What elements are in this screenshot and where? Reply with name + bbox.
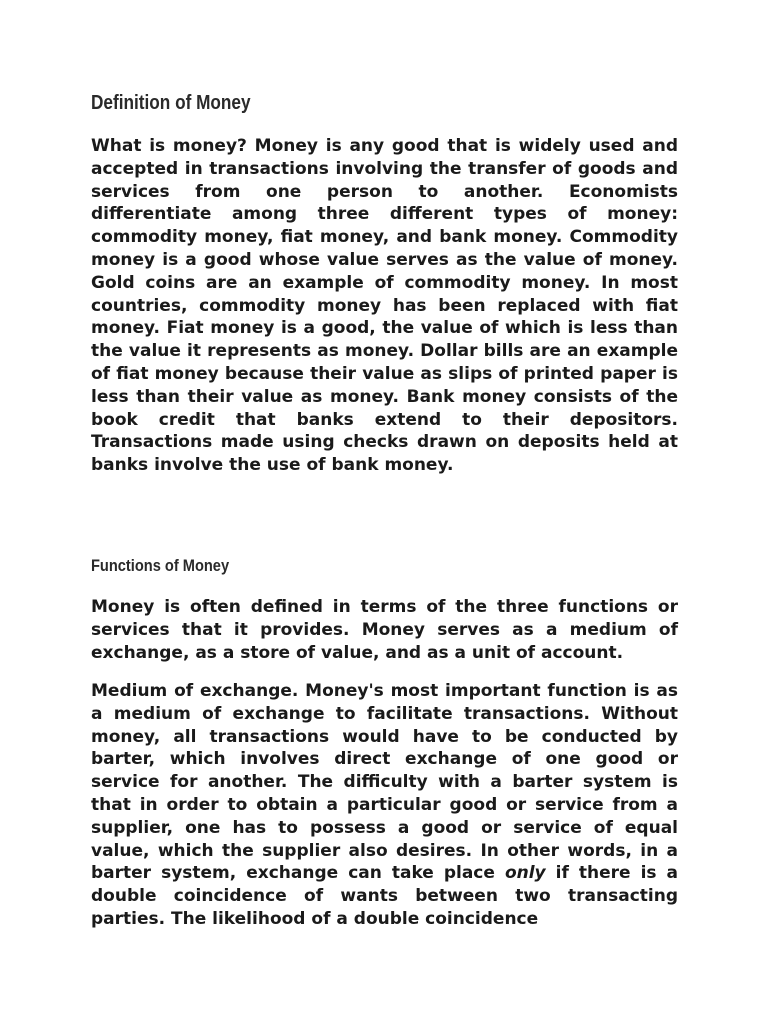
medium-of-exchange-text-start: Medium of exchange. Money's most important function is as a medium of exchange to facilitate transactions. Without money, all transactions would have to be conducted by barter, which involves direct exchange of one good or service for another. The difficulty with a barter system is that in order to obtain a particular good or service from a supplier, one has to possess a good or service of equal value, which the supplier also desires. In other words, in a barter system, exchange can take place (91, 681, 678, 884)
definition-paragraph: What is money? Money is any good that is widely used and accepted in transactions involving the transfer of goods and services from one person to another. Economists differentiate among three different types of money: commodity money, fiat money, and bank money. Commodity money is a good whose value serves as the value of money. Gold coins are an example of commodity money. In most countries, commodity money has been replaced with fiat money. Fiat money is a good, the value of which is less than the value it represents as money. Dollar bills are an example of fiat money because their value as slips of printed paper is less than their value as money. Bank money consists of the book credit that banks extend to their depositors. Transactions made using checks drawn on deposits held at banks involve the use of bank money. (91, 136, 678, 476)
medium-of-exchange-paragraph (91, 680, 678, 931)
functions-intro-paragraph: Money is often defined in terms of the three functions or services that it provides. Money serves as a medium of exchange, as a store of value, and as a unit of account. (91, 597, 678, 663)
functions-heading: Functions of Money (91, 556, 230, 575)
medium-of-exchange-text-end: if there is a double coincidence of wants between two transacting parties. The likelihood of a double coincidence (91, 863, 678, 929)
definition-heading: Definition of Money (91, 92, 251, 114)
emphasis-only: only (504, 863, 546, 884)
